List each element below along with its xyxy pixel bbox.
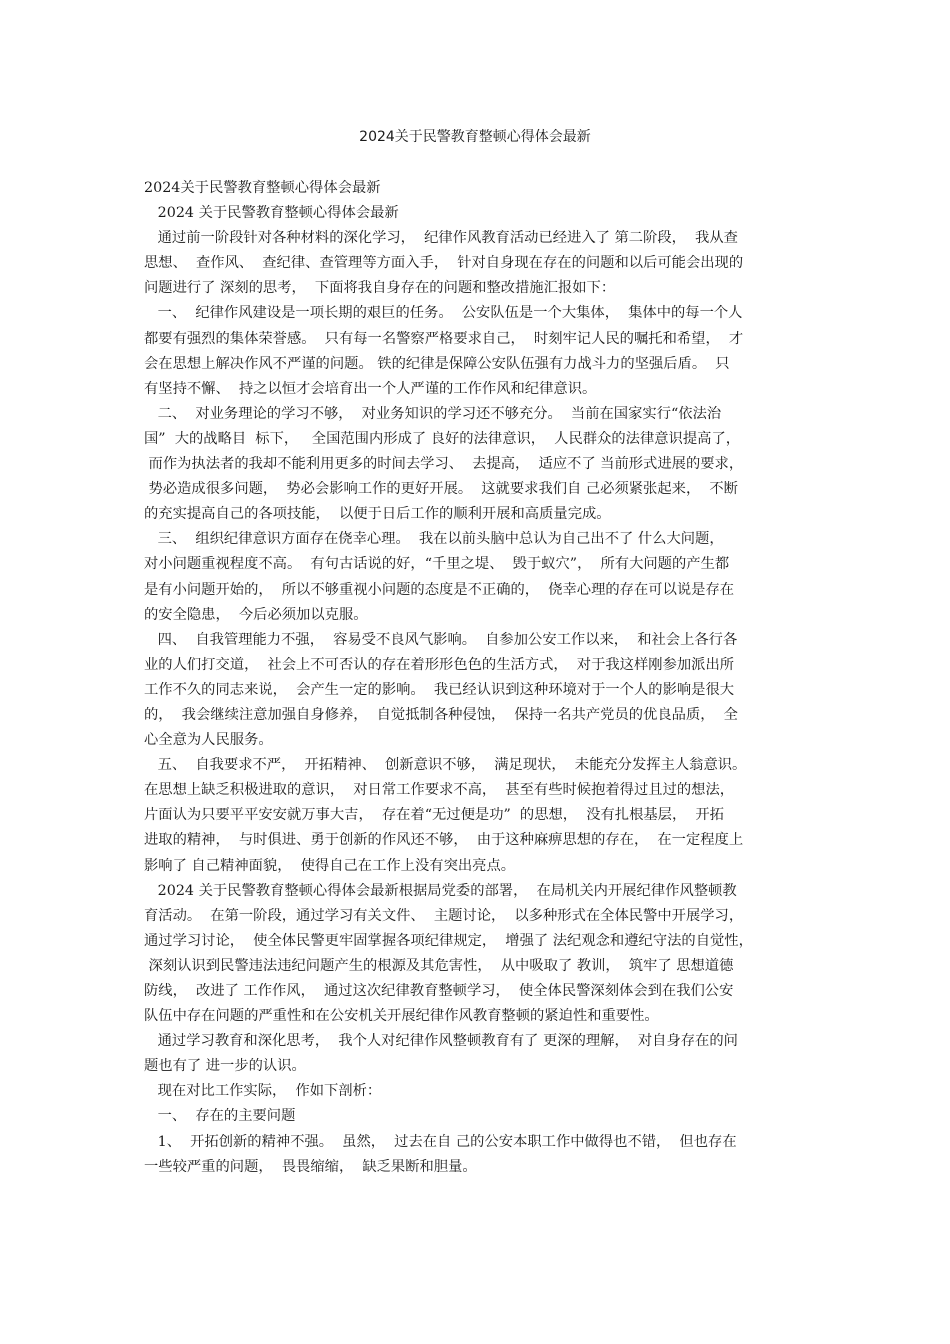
body-text-line: 思想、 查作风、 查纪律、查管理等方面入手， 针对自身现在存在的问题和以后可能会出现的 [144, 255, 744, 272]
body-text-line: 势必造成很多问题， 势必会影响工作的更好开展。 这就要求我们自 己必须紧张起来， 不断 [144, 481, 738, 498]
body-text-line: 2024关于民警教育整顿心得体会最新 [144, 180, 381, 196]
body-text-line: 有坚持不懈、 持之以恒才会培育出一个人严谨的工作作风和纪律意识。 [144, 380, 597, 397]
body-text-line: 题也有了 进一步的认识。 [144, 1058, 306, 1075]
body-text-line: 一、 纪律作风建设是一项长期的艰巨的任务。 公安队伍是一个大集体， 集体中的每一个人 [144, 305, 743, 322]
body-text-line: 而作为执法者的我却不能利用更多的时间去学习、 去提高， 适应不了 当前形式进展的要求， [144, 456, 744, 473]
body-text-line: 五、 自我要求不严， 开拓精神、 创新意识不够， 满足现状， 未能充分发挥主人翁意识。 [144, 757, 747, 774]
body-text-line: 二、 对业务理论的学习不够， 对业务知识的学习还不够充分。 当前在国家实行“依法治 [144, 405, 722, 422]
body-text-line: 一、 存在的主要问题 [144, 1108, 296, 1125]
body-text-line: 工作不久的同志来说， 会产生一定的影响。 我已经认识到这种环境对于一个人的影响是很大 [144, 681, 735, 698]
body-text-line: 进取的精神， 与时俱进、勇于创新的作风还不够， 由于这种麻痹思想的存在， 在一定程度上 [144, 832, 744, 849]
body-text-line: 2024 关于民警教育整顿心得体会最新根据局党委的部署， 在局机关内开展纪律作风整顿教 [144, 882, 737, 899]
body-text-line: 的， 我会继续注意加强自身修养， 自觉抵制各种侵蚀， 保持一名共产党员的优良品质， 全 [144, 706, 738, 723]
body-text-line: 心全意为人民服务。 [144, 732, 273, 749]
body-text-line: 的充实提高自己的各项技能， 以便于日后工作的顺利开展和高质量完成。 [144, 506, 611, 523]
body-text-line: 的安全隐患， 今后必须加以克服。 [144, 606, 368, 623]
body-text-line: 通过前一阶段针对各种材料的深化学习， 纪律作风教育活动已经进入了 第二阶段， 我从查 [144, 230, 738, 247]
body-text-line: 对小问题重视程度不高。 有句古话说的好，“千里之堤、 毁于蚁穴”， 所有大问题的产生都 [144, 556, 730, 573]
body-text-line: 是有小问题开始的， 所以不够重视小问题的态度是不正确的， 侥幸心理的存在可以说是存在 [144, 581, 735, 598]
body-text-line: 1、 开拓创新的精神不强。 虽然， 过去在自 己的公安本职工作中做得也不错， 但也存在 [144, 1133, 737, 1150]
body-text-line: 2024 关于民警教育整顿心得体会最新 [144, 205, 399, 222]
body-text-line: 现在对比工作实际， 作如下剖析： [144, 1083, 382, 1100]
document-body [144, 176, 816, 1180]
body-text-line: 在思想上缺乏积极进取的意识， 对日常工作要求不高， 甚至有些时候抱着得过且过的想法， [144, 782, 735, 799]
body-text-line: 防线， 改进了 工作作风， 通过这次纪律教育整顿学习， 使全体民警深刻体会到在我们公安 [144, 983, 734, 999]
body-text-line: 育活动。 在第一阶段，通过学习有关文件、 主题讨论， 以多种形式在全体民警中开展学习， [144, 907, 744, 924]
page-title: 2024关于民警教育整顿心得体会最新 [359, 129, 591, 145]
body-text-line: 通过学习讨论， 使全体民警更牢固掌握各项纪律规定， 增强了 法纪观念和遵纪守法的自觉性， [144, 932, 753, 949]
body-text-line: 队伍中存在问题的严重性和在公安机关开展纪律作风教育整顿的紧迫性和重要性。 [144, 1008, 659, 1025]
body-text-line: 三、 组织纪律意识方面存在侥幸心理。 我在以前头脑中总认为自己出不了 什么大问题， [144, 531, 724, 548]
body-text-line: 深刻认识到民警违法违纪问题产生的根源及其危害性， 从中吸取了 教训， 筑牢了 思想道德 [144, 957, 734, 974]
body-text-line: 四、 自我管理能力不强， 容易受不良风气影响。 自参加公安工作以来， 和社会上各行各 [144, 631, 738, 648]
body-text-line: 国” 大的战略目 标下， 全国范围内形成了 良好的法律意识， 人民群众的法律意识提高了， [144, 430, 741, 447]
body-text-line: 一些较严重的问题， 畏畏缩缩， 缺乏果断和胆量。 [144, 1158, 477, 1175]
body-text-line: 通过学习教育和深化思考， 我个人对纪律作风整顿教育有了 更深的理解， 对自身存在的问 [144, 1033, 738, 1050]
body-text-line: 片面认为只要平平安安就万事大吉， 存在着“无过便是功” 的思想， 没有扎根基层， 开拓 [144, 807, 724, 824]
body-text-line: 影响了 自己精神面貌， 使得自己在工作上没有突出亮点。 [144, 857, 516, 874]
body-text-line: 问题进行了 深刻的思考， 下面将我自身存在的问题和整改措施汇报如下： [144, 280, 616, 297]
body-text-line: 业的人们打交道， 社会上不可否认的存在着形形色色的生活方式， 对于我这样刚参加派出所 [144, 656, 735, 673]
body-text-line: 都要有强烈的集体荣誉感。 只有每一名警察严格要求自己， 时刻牢记人民的嘱托和希望， 才 [144, 330, 744, 347]
body-text-line: 会在思想上解决作风不严谨的问题。 铁的纪律是保障公安队伍强有力战斗力的坚强后盾。 只 [144, 355, 730, 372]
